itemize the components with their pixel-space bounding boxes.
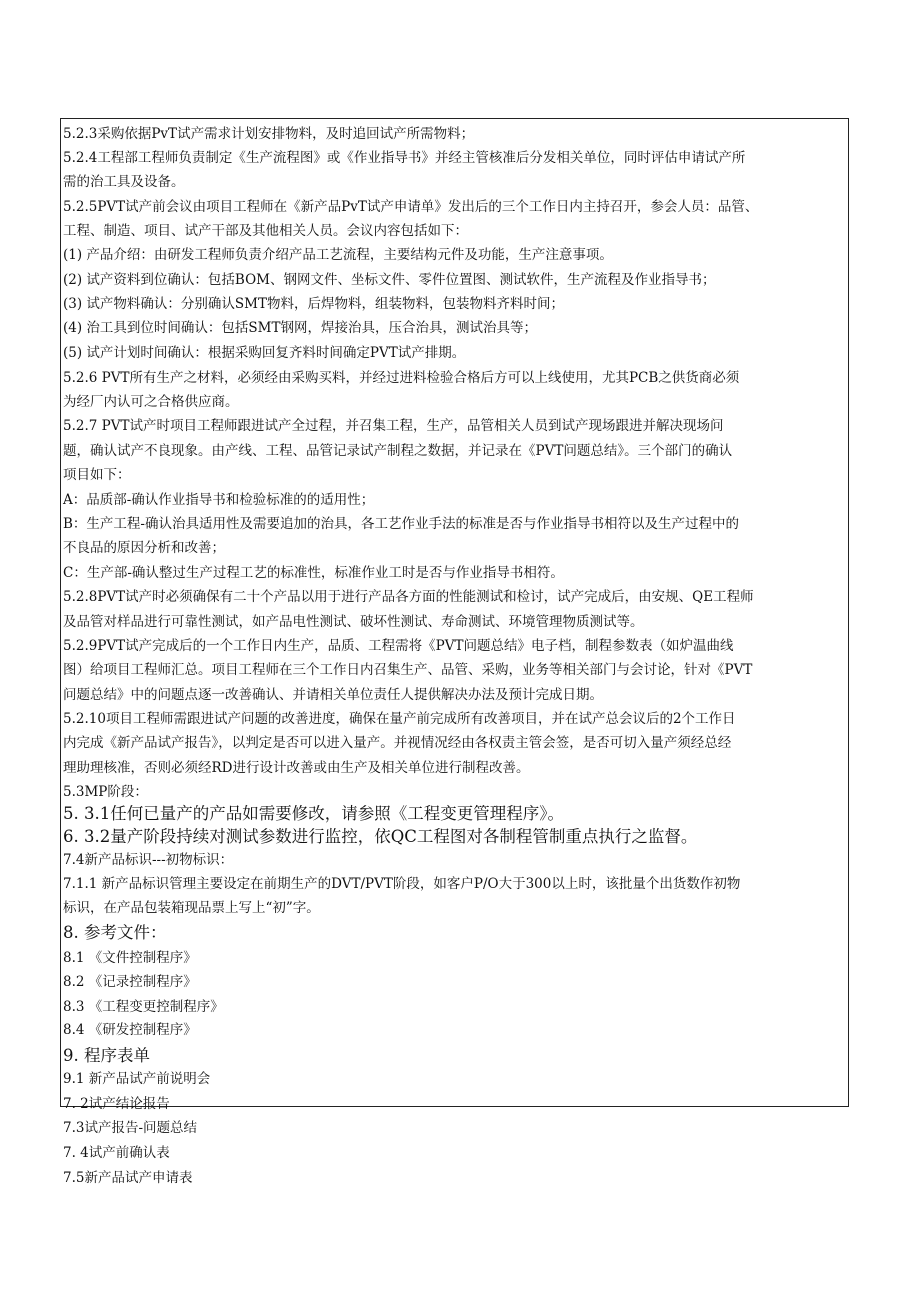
text-line: (5) 试产计划时间确认：根据采购回复齐料时间确定PVT试产排期。 — [63, 345, 466, 361]
text-line: 7.1.1 新产品标识管理主要设定在前期生产的DVT/PVT阶段，如客户P/O大于300以上时，该批量个出货数作初物 — [63, 876, 741, 892]
text-line: 及品管对样品进行可靠性测试，如产品电性测试、破坏性测试、寿命测试、环境管理物质测试等。 — [63, 614, 644, 630]
text-line: 5.2.6 PVT所有生产之材料，必须经由采购买料，并经过进料检验合格后方可以上线使用，尤其PCB之供货商必须 — [63, 370, 740, 386]
text-line: 题，确认试产不良现象。由产线、工程、品管记录试产制程之数据，并记录在《PVT问题总结》。三个部门的确认 — [63, 443, 733, 459]
text-line: 5.2.4工程部工程师负责制定《生产流程图》或《作业指导书》并经主管核准后分发相关单位，同时评估申请试产所 — [63, 150, 746, 166]
text-line: (1) 产品介绍：由研发工程师负责介绍产品工艺流程，主要结构元件及功能，生产注意事项。 — [63, 247, 613, 263]
text-line: 7.4新产品标识---初物标识： — [63, 852, 234, 868]
text-line: 为经厂内认可之合格供应商。 — [63, 394, 239, 410]
text-line: 项目如下： — [63, 467, 131, 483]
text-line: 7.3试产报告-问题总结 — [63, 1120, 198, 1136]
text-line: 问题总结》中的问题点逐一改善确认、并请相关单位责任人提供解决办法及预计完成日期。 — [63, 687, 603, 703]
text-line: 工程、制造、项目、试产干部及其他相关人员。会议内容包括如下： — [63, 223, 468, 239]
text-line: A：品质部-确认作业指导书和检验标准的的适用性； — [63, 492, 375, 508]
text-line: 8. 参考文件： — [63, 923, 167, 942]
text-line: (4) 治工具到位时间确认：包括SMT钢网，焊接治具，压合治具，测试治具等； — [63, 320, 537, 336]
text-line: 图）给项目工程师汇总。项目工程师在三个工作日内召集生产、品管、采购，业务等相关部门与会讨论，针对《PVT — [63, 662, 753, 678]
text-line: (2) 试产资料到位确认：包括BOM、钢网文件、坐标文件、零件位置图、测试软件，生产流程及作业指导书； — [63, 272, 716, 288]
text-line: 理助理核准，否则必须经RD进行设计改善或由生产及相关单位进行制程改善。 — [63, 760, 530, 776]
text-line: (3) 试产物料确认：分别确认SMT物料，后焊物料，组装物料，包装物料齐料时间； — [63, 296, 564, 312]
text-line: 内完成《新产品试产报告》，以判定是否可以进入量产。并视情况经由各权责主管会签，是否可切入量产须经总经 — [63, 735, 732, 751]
text-line: C：生产部-确认整过生产过程工艺的标准性，标准作业工时是否与作业指导书相符。 — [63, 565, 564, 581]
text-line: 5.2.5PVT试产前会议由项目工程师在《新产品PvT试产申请单》发出后的三个工作日内主持召开，参会人员：品管、 — [63, 199, 759, 215]
text-line: B：生产工程-确认治具适用性及需要追加的治具，各工艺作业手法的标准是否与作业指导书相符以及生产过程中的 — [63, 516, 739, 532]
text-line: 5. 3.1任何已量产的产品如需要修改，请参照《工程变更管理程序》。 — [63, 804, 564, 823]
text-line: 8.2 《记录控制程序》 — [63, 974, 197, 990]
text-line: 5.2.8PVT试产时必须确保有二十个产品以用于进行产品各方面的性能测试和检讨，试产完成后，由安规、QE工程师 — [63, 589, 754, 605]
text-line: 5.3MP阶段： — [63, 784, 148, 800]
text-line: 5.2.9PVT试产完成后的一个工作日内生产，品质、工程需将《PVT问题总结》电子档，制程参数表（如炉温曲线 — [63, 638, 734, 654]
text-line: 8.1 《文件控制程序》 — [63, 950, 197, 966]
text-line: 8.3 《工程变更控制程序》 — [63, 999, 224, 1015]
text-line: 标识，在产品包装箱现品票上写上“初”字。 — [63, 900, 320, 916]
text-line: 5.2.10项目工程师需跟进试产问题的改善进度，确保在量产前完成所有改善项目，并在试产总会议后的2个工作日 — [63, 711, 736, 727]
text-line: 7.5新产品试产申请表 — [63, 1170, 193, 1186]
text-line: 需的治工具及设备。 — [63, 174, 185, 190]
text-line: 9. 程序表单 — [63, 1046, 150, 1065]
text-line: 9.1 新产品试产前说明会 — [63, 1071, 211, 1087]
text-line: 5.2.3采购依据PvT试产需求计划安排物料，及时追回试产所需物料； — [63, 126, 475, 142]
text-line: 5.2.7 PVT试产时项目工程师跟进试产全过程，并召集工程，生产，品管相关人员到试产现场跟进并解决现场问 — [63, 418, 724, 434]
text-line: 不良品的原因分析和改善； — [63, 540, 225, 556]
text-line: 6. 3.2量产阶段持续对测试参数进行监控，依QC工程图对各制程管制重点执行之监督。 — [63, 827, 698, 846]
text-line: 7. 2试产结论报告 — [63, 1096, 170, 1112]
text-line: 8.4 《研发控制程序》 — [63, 1022, 197, 1038]
text-line: 7. 4试产前确认表 — [63, 1145, 170, 1161]
